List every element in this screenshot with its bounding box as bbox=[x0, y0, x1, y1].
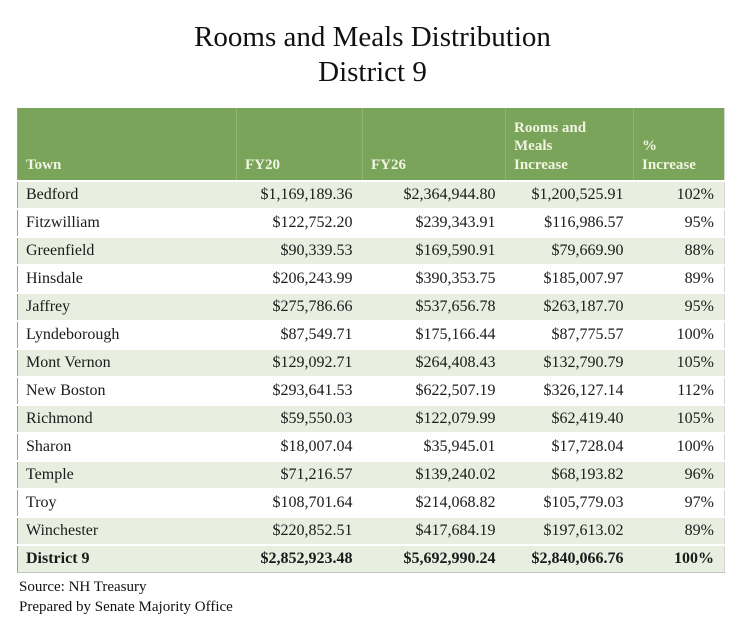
rooms-meals-increase-cell: $263,187.70 bbox=[506, 293, 634, 321]
table-row bbox=[18, 181, 725, 209]
fy26-cell: $175,166.44 bbox=[363, 321, 506, 349]
town-cell: Bedford bbox=[18, 181, 237, 209]
table-row bbox=[18, 265, 725, 293]
table-row bbox=[18, 321, 725, 349]
town-cell: Mont Vernon bbox=[18, 349, 237, 377]
prepared-note: Prepared by Senate Majority Office bbox=[19, 599, 233, 615]
footer-notes bbox=[19, 577, 745, 617]
rooms-meals-increase-cell: $116,986.57 bbox=[506, 209, 634, 237]
column-header-fy20 bbox=[237, 108, 363, 181]
fy20-cell: $90,339.53 bbox=[237, 237, 363, 265]
town-cell: Richmond bbox=[18, 405, 237, 433]
town-cell: Troy bbox=[18, 489, 237, 517]
rooms-meals-increase-cell: $2,840,066.76 bbox=[506, 545, 634, 573]
rooms-meals-increase-cell: $132,790.79 bbox=[506, 349, 634, 377]
page-title bbox=[0, 20, 745, 91]
fy26-cell: $2,364,944.80 bbox=[363, 181, 506, 209]
pct-increase-cell: 100% bbox=[634, 545, 725, 573]
column-header-label: Rooms and Meals Increase bbox=[514, 119, 587, 173]
table-row bbox=[18, 209, 725, 237]
fy26-cell: $264,408.43 bbox=[363, 349, 506, 377]
table-row bbox=[18, 293, 725, 321]
town-cell: Winchester bbox=[18, 517, 237, 545]
table-row bbox=[18, 405, 725, 433]
rooms-meals-increase-cell: $68,193.82 bbox=[506, 461, 634, 489]
page bbox=[0, 20, 745, 617]
table-row bbox=[18, 237, 725, 265]
pct-increase-cell: 89% bbox=[634, 265, 725, 293]
pct-increase-cell: 100% bbox=[634, 321, 725, 349]
column-header-label: FY20 bbox=[245, 157, 280, 173]
fy20-cell: $108,701.64 bbox=[237, 489, 363, 517]
fy20-cell: $59,550.03 bbox=[237, 405, 363, 433]
pct-increase-cell: 105% bbox=[634, 405, 725, 433]
fy20-cell: $275,786.66 bbox=[237, 293, 363, 321]
rooms-meals-increase-cell: $105,779.03 bbox=[506, 489, 634, 517]
town-cell: Lyndeborough bbox=[18, 321, 237, 349]
fy20-cell: $206,243.99 bbox=[237, 265, 363, 293]
fy20-cell: $18,007.04 bbox=[237, 433, 363, 461]
column-header-label: % Increase bbox=[642, 138, 696, 173]
fy20-cell: $293,641.53 bbox=[237, 377, 363, 405]
table-total-row bbox=[18, 545, 725, 573]
fy26-cell: $417,684.19 bbox=[363, 517, 506, 545]
rooms-meals-increase-cell: $326,127.14 bbox=[506, 377, 634, 405]
town-cell: Hinsdale bbox=[18, 265, 237, 293]
title-line-1: Rooms and Meals Distribution bbox=[194, 21, 551, 53]
fy26-cell: $169,590.91 bbox=[363, 237, 506, 265]
fy26-cell: $537,656.78 bbox=[363, 293, 506, 321]
pct-increase-cell: 97% bbox=[634, 489, 725, 517]
fy20-cell: $2,852,923.48 bbox=[237, 545, 363, 573]
pct-increase-cell: 102% bbox=[634, 181, 725, 209]
fy26-cell: $122,079.99 bbox=[363, 405, 506, 433]
rooms-meals-increase-cell: $1,200,525.91 bbox=[506, 181, 634, 209]
table-row bbox=[18, 517, 725, 545]
pct-increase-cell: 112% bbox=[634, 377, 725, 405]
fy20-cell: $220,852.51 bbox=[237, 517, 363, 545]
column-header-rooms-meals-increase bbox=[506, 108, 634, 181]
fy26-cell: $622,507.19 bbox=[363, 377, 506, 405]
town-cell: Sharon bbox=[18, 433, 237, 461]
town-cell: Jaffrey bbox=[18, 293, 237, 321]
pct-increase-cell: 89% bbox=[634, 517, 725, 545]
rooms-meals-increase-cell: $79,669.90 bbox=[506, 237, 634, 265]
fy26-cell: $214,068.82 bbox=[363, 489, 506, 517]
town-cell: New Boston bbox=[18, 377, 237, 405]
fy20-cell: $1,169,189.36 bbox=[237, 181, 363, 209]
fy26-cell: $35,945.01 bbox=[363, 433, 506, 461]
town-cell: Temple bbox=[18, 461, 237, 489]
table-row bbox=[18, 377, 725, 405]
pct-increase-cell: 100% bbox=[634, 433, 725, 461]
column-header-label: Town bbox=[26, 157, 62, 173]
rooms-meals-table bbox=[17, 108, 725, 573]
fy26-cell: $390,353.75 bbox=[363, 265, 506, 293]
table-row bbox=[18, 349, 725, 377]
fy20-cell: $122,752.20 bbox=[237, 209, 363, 237]
table-row bbox=[18, 433, 725, 461]
pct-increase-cell: 105% bbox=[634, 349, 725, 377]
column-header-label: FY26 bbox=[371, 157, 406, 173]
rooms-meals-increase-cell: $17,728.04 bbox=[506, 433, 634, 461]
pct-increase-cell: 95% bbox=[634, 293, 725, 321]
fy20-cell: $71,216.57 bbox=[237, 461, 363, 489]
rooms-meals-increase-cell: $62,419.40 bbox=[506, 405, 634, 433]
column-header-pct-increase bbox=[634, 108, 725, 181]
rooms-meals-increase-cell: $197,613.02 bbox=[506, 517, 634, 545]
town-cell: District 9 bbox=[18, 545, 237, 573]
pct-increase-cell: 88% bbox=[634, 237, 725, 265]
fy26-cell: $239,343.91 bbox=[363, 209, 506, 237]
table-row bbox=[18, 461, 725, 489]
rooms-meals-increase-cell: $87,775.57 bbox=[506, 321, 634, 349]
town-cell: Fitzwilliam bbox=[18, 209, 237, 237]
column-header-town bbox=[18, 108, 237, 181]
column-header-fy26 bbox=[363, 108, 506, 181]
table-header-row bbox=[18, 108, 725, 181]
fy26-cell: $5,692,990.24 bbox=[363, 545, 506, 573]
fy26-cell: $139,240.02 bbox=[363, 461, 506, 489]
fy20-cell: $87,549.71 bbox=[237, 321, 363, 349]
source-note: Source: NH Treasury bbox=[19, 578, 147, 595]
table-row bbox=[18, 489, 725, 517]
title-line-2: District 9 bbox=[318, 56, 427, 89]
rooms-meals-increase-cell: $185,007.97 bbox=[506, 265, 634, 293]
town-cell: Greenfield bbox=[18, 237, 237, 265]
pct-increase-cell: 96% bbox=[634, 461, 725, 489]
pct-increase-cell: 95% bbox=[634, 209, 725, 237]
fy20-cell: $129,092.71 bbox=[237, 349, 363, 377]
